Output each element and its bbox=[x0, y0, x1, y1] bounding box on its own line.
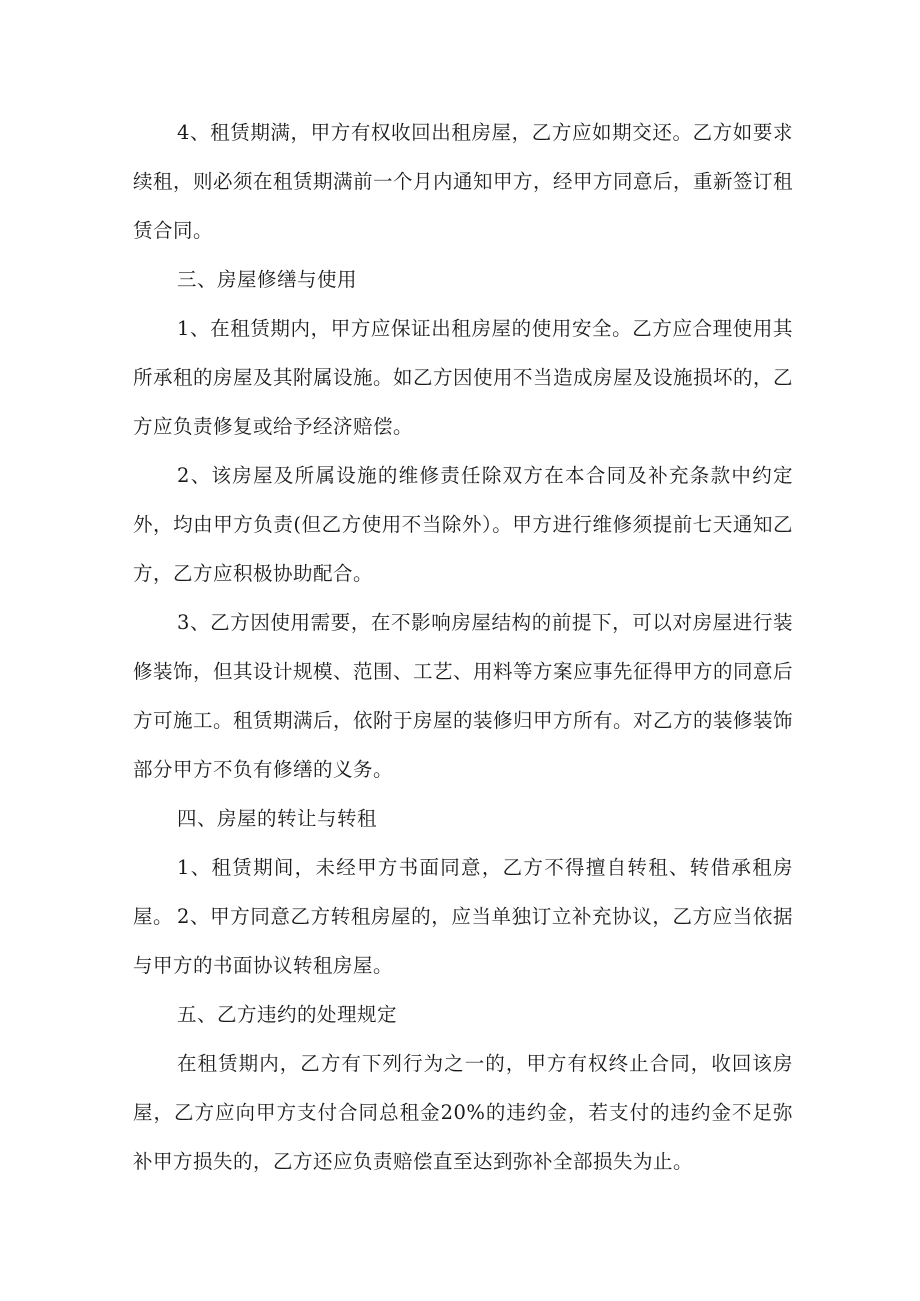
clause-1-safety: 1、在租赁期内，甲方应保证出租房屋的使用安全。乙方应合理使用其所承租的房屋及其附属设施。如乙方因使用不当造成房屋及设施损坏的，乙方应负责修复或给予经济赔偿。 bbox=[133, 317, 794, 438]
clause-3-renovation: 3、乙方因使用需要，在不影响房屋结构的前提下，可以对房屋进行装修装饰，但其设计规模、范围、工艺、用料等方案应事先征得甲方的同意后方可施工。租赁期满后，依附于房屋的装修归甲方所有。对乙方的装修装饰部分甲方不负有修缮的义务。 bbox=[133, 611, 794, 781]
clause-4-lease-expiry: 4、租赁期满，甲方有权收回出租房屋，乙方应如期交还。乙方如要求续租，则必须在租赁期满前一个月内通知甲方，经甲方同意后，重新签订租赁合同。 bbox=[133, 121, 794, 242]
clause-2-maintenance: 2、该房屋及所属设施的维修责任除双方在本合同及补充条款中约定外，均由甲方负责(但乙方使用不当除外）。甲方进行维修须提前七天通知乙方，乙方应积极协助配合。 bbox=[133, 464, 793, 585]
clause-breach-penalty: 在租赁期内，乙方有下列行为之一的，甲方有权终止合同，收回该房屋，乙方应向甲方支付合同总租金20%的违约金，若支付的违约金不足弥补甲方损失的，乙方还应负责赔偿直至达到弥补全部损失为止。 bbox=[133, 1052, 793, 1173]
section-heading-4: 四、房屋的转让与转租 bbox=[177, 807, 378, 830]
clause-2-sublet-agreement: 2、甲方同意乙方转租房屋的，应当单独订立补充协议，乙方应当依据与甲方的书面协议转租房屋。 bbox=[133, 905, 793, 977]
section-heading-5: 五、乙方违约的处理规定 bbox=[177, 1003, 398, 1026]
section-heading-3: 三、房屋修缮与使用 bbox=[177, 268, 358, 291]
clause-1-sublet-consent: 1、租赁期间，未经甲方书面同意，乙方不得擅自转租、转借承租房屋。 bbox=[133, 856, 793, 928]
